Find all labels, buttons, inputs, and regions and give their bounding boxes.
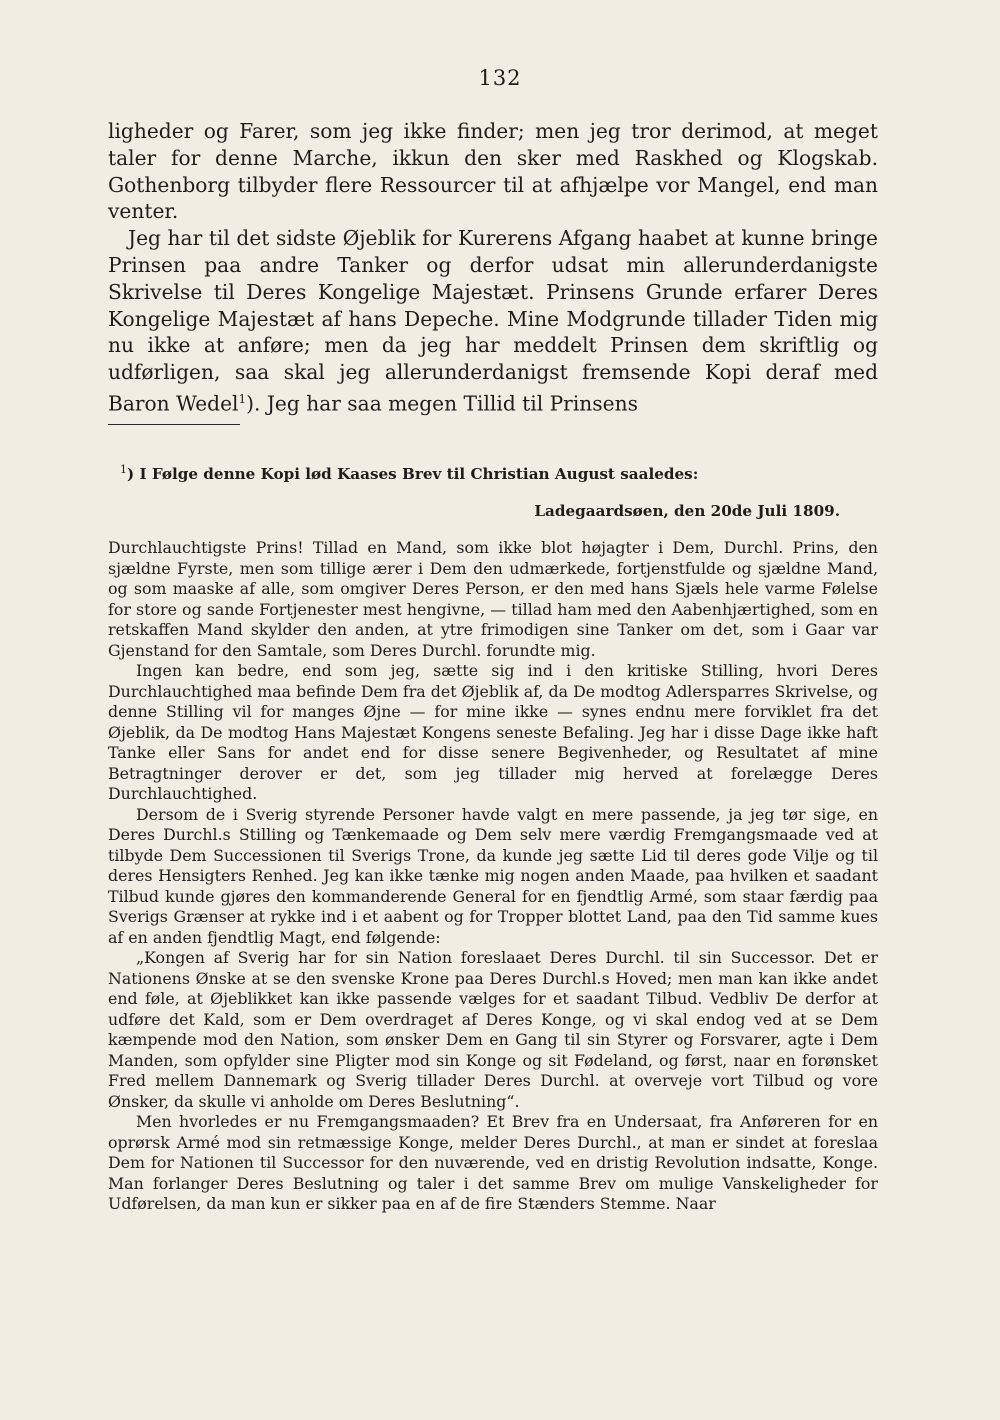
footnote-separator (108, 424, 240, 425)
main-paragraph-2 (108, 225, 878, 417)
footnote-paragraph-2: Ingen kan bedre, end som jeg, sætte sig ind i den kritiske Stilling, hvori Deres Durchlauchtighed maa befinde Dem fra det Øjeblik af, da De modtog Adlersparres Skrivelse, og denne Stilling vil for manges Øjne — for mine ikke — synes endnu mere forviklet fra det Øjeblik, da De modtog Hans Majestæt Kongens seneste Befaling. Jeg har i disse Dage ikke haft Tanke eller Sans for andet end for disse senere Begivenheder, og Resultatet af mine Betragtninger derover er det, som jeg tillader mig herved at forelægge Deres Durchlauchtighed. (108, 661, 878, 804)
footnote-dateline: Ladegaardsøen, den 20de Juli 1809. (534, 502, 840, 521)
footnote (108, 458, 878, 1215)
page-number: 132 (478, 66, 522, 90)
main-text (108, 118, 878, 418)
footnote-paragraph-3: Dersom de i Sverig styrende Personer havde valgt en mere passende, ja jeg tør sige, en Deres Durchl.s Stilling og Tænkemaade og Dem selv mere værdig Fremgangsmaade ved at tilbyde Dem Successionen til Sverigs Trone, da kunde jeg sætte Lid til deres gode Vilje og til deres Hensigters Renhed. Jeg kan ikke tænke mig nogen anden Maade, paa hvilken et saadant Tilbud kunde gjøres den kommanderende General for en fjendtlig Armé, som staar færdig paa Sverigs Grænser at rykke ind i et aabent og for Tropper blottet Land, paa den Tid samme kues af en anden fjendtlig Magt, end følgende: (108, 804, 878, 947)
footnote-paragraph-1: Durchlauchtigste Prins! Tillad en Mand, som ikke blot højagter i Dem, Durchl. Prins, den sjældne Fyrste, men som tillige ærer i Dem den udmærkede, fortjenstfulde og sjældne Mand, og som maaske af alle, som omgiver Deres Person, er den med hans Sjæls hele varme Følelse for store og sande Fortjenester mest hengivne, — tillad ham med den Aabenhjærtighed, som en retskaffen Mand skylder den anden, at ytre frimodigen sine Tanker om det, som i Gaar var Gjenstand for den Samtale, som Deres Durchl. forundte mig. (108, 538, 878, 660)
footnote-body (108, 538, 878, 1215)
footnote-heading-text: ) I Følge denne Kopi lød Kaases Brev til Christian August saaledes: (127, 465, 699, 484)
footnote-reference: 1 (238, 391, 247, 406)
footnote-paragraph-4: „Kongen af Sverig har for sin Nation foreslaaet Deres Durchl. til sin Successor. Det er Nationens Ønske at se den svenske Krone paa Deres Durchl.s Hoved; men man kan ikke andet end føle, at Øjeblikket kan ikke passende vælges for et saadant Tilbud. Vedbliv De derfor at udføre det Kald, som er Dem overdraget af Deres Konge, og vi skal endog ved at se Dem kæmpende mod den Nation, som ønsker Dem en Gang til sin Styrer og Forsvarer, agte i Dem Manden, som opfylder sine Pligter mod sin Konge og sit Fødeland, og først, naar en forønsket Fred mellem Dannemark og Sverig tillader Deres Durchl. at overveje vort Tilbud og vore Ønsker, da skulle vi anholde om Deres Beslutning“. (108, 948, 878, 1111)
footnote-marker: 1 (120, 463, 127, 476)
main-paragraph-2-text: Jeg har til det sidste Øjeblik for Kurerens Afgang haabet at kunne bringe Prinsen paa andre Tanker og derfor udsat min allerunderdanigste Skrivelse til Deres Kongelige Majestæt. Prinsens Grunde erfarer Deres Kongelige Majestæt af hans Depeche. Mine Modgrunde tillader Tiden mig nu ikke at anføre; men da jeg har meddelt Prinsen dem skriftlig og udførligen, saa skal jeg allerunderdanigst fremsende Kopi deraf med Baron Wedel (108, 226, 878, 416)
footnote-heading (108, 458, 878, 486)
main-paragraph-2-tail: ). Jeg har saa megen Tillid til Prinsens (246, 391, 638, 416)
main-paragraph-1: ligheder og Farer, som jeg ikke finder; men jeg tror derimod, at meget taler for denne Marche, ikkun den sker med Raskhed og Klogskab. Gothenborg tilbyder flere Ressourcer til at afhjælpe vor Mangel, end man venter. (108, 119, 878, 224)
footnote-paragraph-5: Men hvorledes er nu Fremgangsmaaden? Et Brev fra en Undersaat, fra Anføreren for en oprørsk Armé mod sin retmæssige Konge, melder Deres Durchl., at man er sindet at foreslaa Dem for Nationen til Successor for den nuværende, ved en dristig Revolution indsatte, Konge. Man forlanger Deres Beslutning og taler i det samme Brev om mulige Vanskeligheder for Udførelsen, da man kun er sikker paa en af de fire Stænders Stemme. Naar (108, 1112, 878, 1214)
